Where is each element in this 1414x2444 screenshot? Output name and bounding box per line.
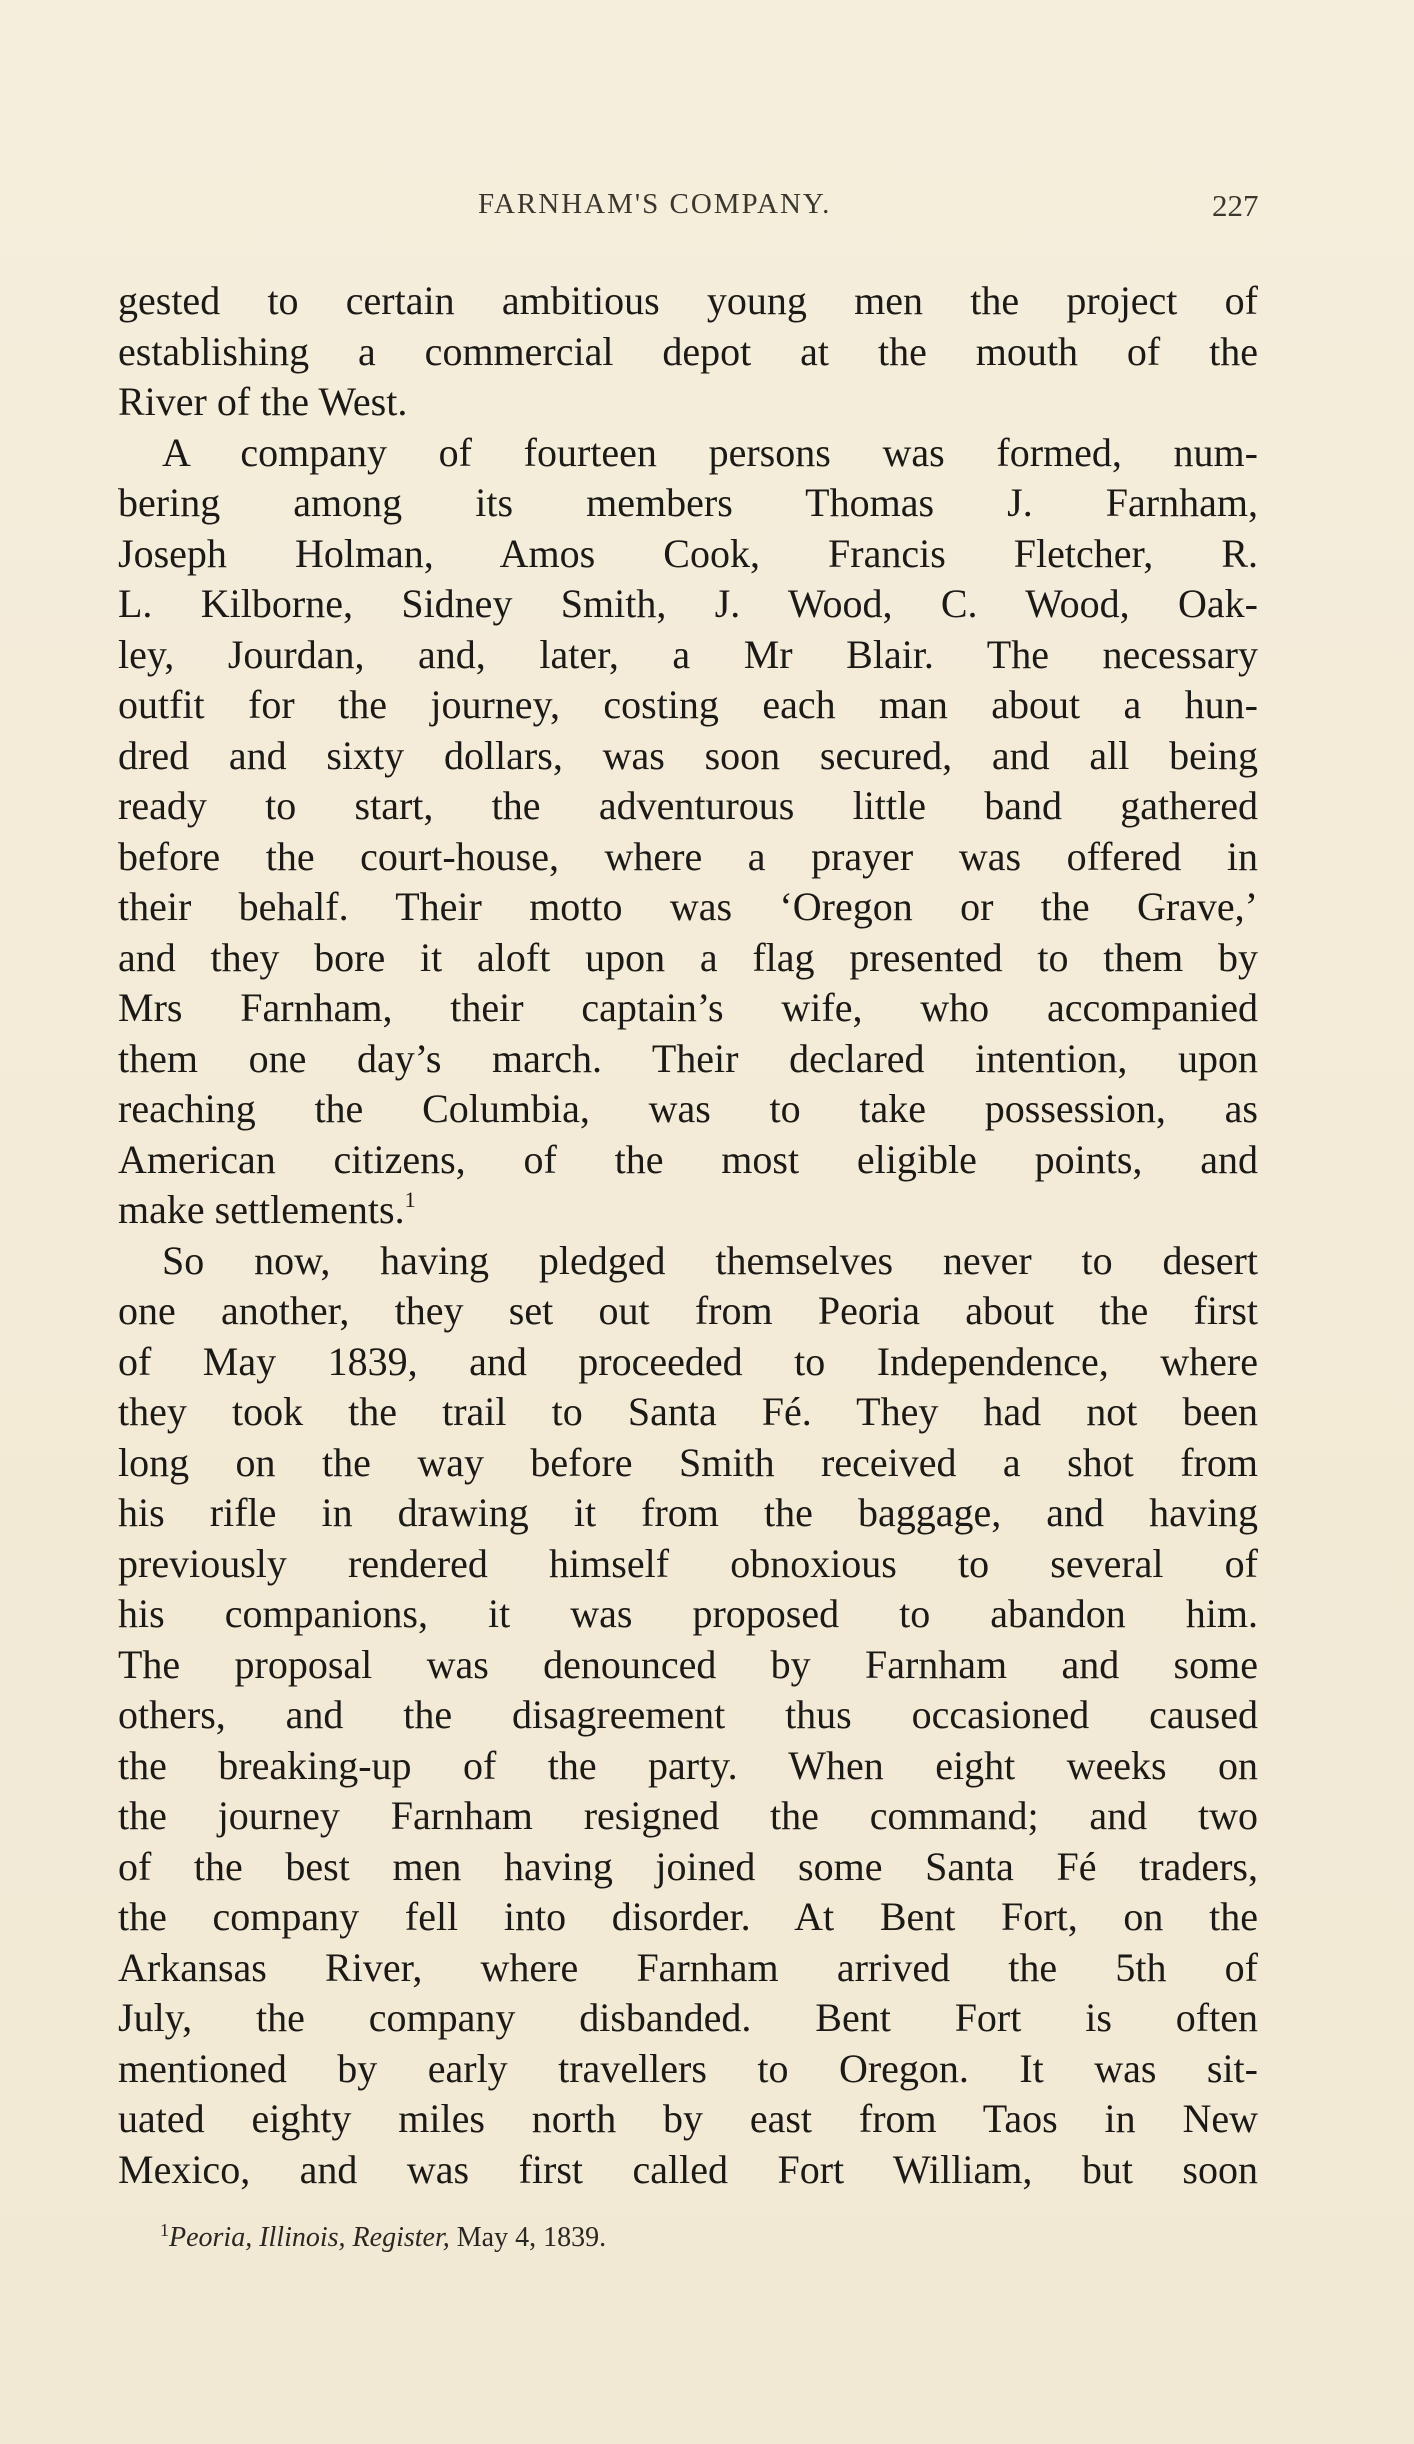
text-line: Joseph Holman, Amos Cook, Francis Fletcher, R. bbox=[118, 530, 1258, 576]
text-line: So now, having pledged themselves never to desert bbox=[162, 1237, 1258, 1283]
text-line: The proposal was denounced by Farnham and some bbox=[118, 1641, 1258, 1687]
footnote-marker: 1 bbox=[160, 2220, 169, 2240]
text-line: ready to start, the adventurous little band gathered bbox=[118, 783, 1258, 828]
page-number: 227 bbox=[1212, 188, 1259, 223]
text-line: July, the company disbanded. Bent Fort is often bbox=[118, 1995, 1258, 2040]
text-line: of May 1839, and proceeded to Independence, where bbox=[118, 1338, 1258, 1384]
text-line: and they bore it aloft upon a flag presented to them by bbox=[118, 934, 1258, 980]
text-line: L. Kilborne, Sidney Smith, J. Wood, C. Wood, Oak- bbox=[118, 581, 1258, 626]
text-line: the journey Farnham resigned the command; and two bbox=[118, 1793, 1258, 1838]
running-title: FARNHAM'S COMPANY. bbox=[478, 188, 832, 220]
text-line: his rifle in drawing it from the baggage, and having bbox=[118, 1490, 1258, 1535]
text-line: reaching the Columbia, was to take possession, as bbox=[118, 1086, 1258, 1131]
text-line: his companions, it was proposed to abandon him. bbox=[118, 1591, 1258, 1636]
text-line: of the best men having joined some Santa Fé traders, bbox=[118, 1843, 1258, 1889]
text-line: before the court-house, where a prayer was offered in bbox=[118, 833, 1258, 879]
text-line: Mexico, and was first called Fort William, but soon bbox=[118, 2146, 1258, 2192]
text-line: establishing a commercial depot at the mouth of the bbox=[118, 328, 1258, 374]
text-line: previously rendered himself obnoxious to several of bbox=[118, 1540, 1258, 1586]
text-line: others, and the disagreement thus occasioned caused bbox=[118, 1692, 1258, 1737]
text-line: Mrs Farnham, their captain’s wife, who accompanied bbox=[118, 985, 1258, 1030]
text-line: they took the trail to Santa Fé. They had not been bbox=[118, 1389, 1258, 1434]
text-line: long on the way before Smith received a shot from bbox=[118, 1439, 1258, 1485]
text-line: their behalf. Their motto was ‘Oregon or the Grave,’ bbox=[118, 884, 1258, 929]
text-line: outfit for the journey, costing each man about a hun- bbox=[118, 682, 1258, 727]
text-line: River of the West. bbox=[118, 379, 408, 424]
text-line: Arkansas River, where Farnham arrived the 5th of bbox=[118, 1944, 1258, 1990]
text-line: make settlements. bbox=[118, 1187, 405, 1232]
text-line: uated eighty miles north by east from Taos in New bbox=[118, 2096, 1258, 2141]
body-text bbox=[118, 276, 1258, 2195]
running-head bbox=[0, 188, 1414, 228]
text-line: mentioned by early travellers to Oregon. It was sit- bbox=[118, 2045, 1258, 2091]
footnote-reference[interactable]: 1 bbox=[404, 1187, 416, 1212]
text-line: dred and sixty dollars, was soon secured, and all being bbox=[118, 732, 1258, 778]
text-line: American citizens, of the most eligible points, and bbox=[118, 1136, 1258, 1182]
text-line: bering among its members Thomas J. Farnham, bbox=[118, 480, 1258, 525]
text-line: A company of fourteen persons was formed, num- bbox=[162, 429, 1258, 475]
footnote-source: Peoria, Illinois, Register, bbox=[169, 2222, 450, 2253]
text-line: them one day’s march. Their declared intention, upon bbox=[118, 1035, 1258, 1081]
text-line-with-note bbox=[118, 1185, 1258, 1236]
footnote bbox=[160, 2222, 606, 2254]
text-line: the breaking-up of the party. When eight weeks on bbox=[118, 1742, 1258, 1788]
text-line: ley, Jourdan, and, later, a Mr Blair. The necessary bbox=[118, 631, 1258, 677]
text-line: the company fell into disorder. At Bent Fort, on the bbox=[118, 1894, 1258, 1939]
footnote-date: May 4, 1839. bbox=[456, 2222, 607, 2253]
text-line: one another, they set out from Peoria about the first bbox=[118, 1288, 1258, 1333]
text-line: gested to certain ambitious young men the project of bbox=[118, 278, 1258, 323]
